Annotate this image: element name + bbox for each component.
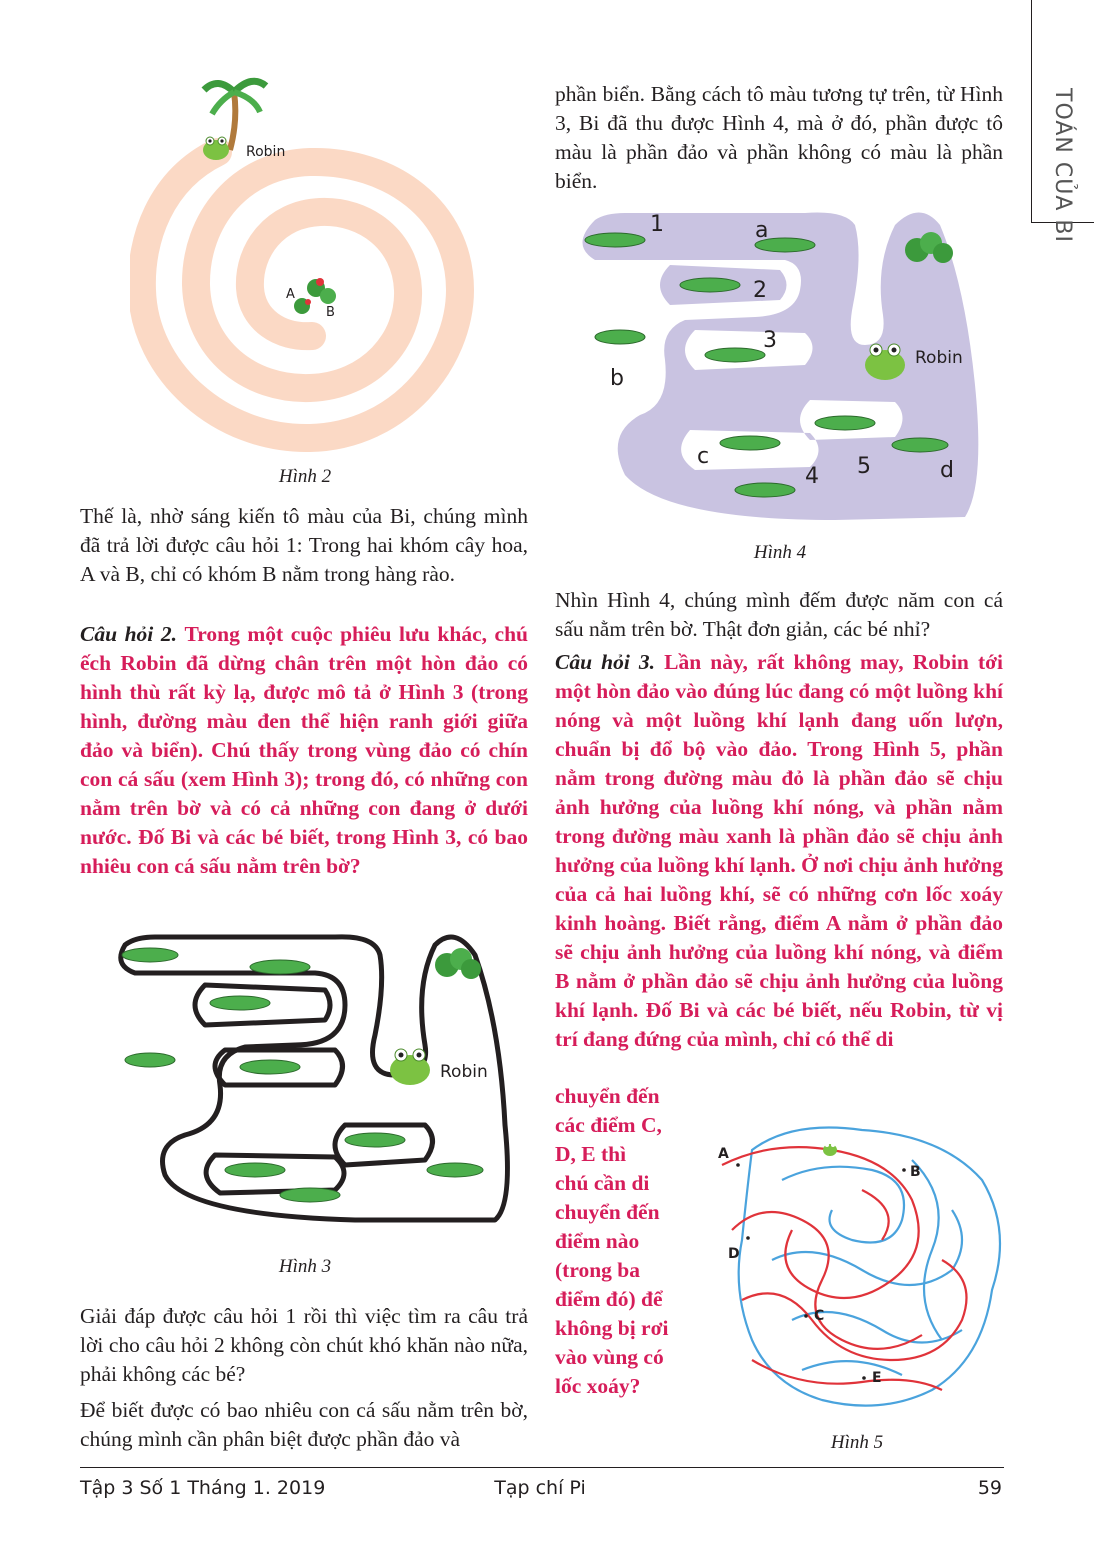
question-3-tail-line: không bị rơi: [555, 1316, 669, 1340]
figure-4-island: [565, 205, 985, 525]
label-4: 4: [805, 464, 819, 489]
question-2-text: Trong một cuộc phiêu lưu khác, chú ếch Robin đã dừng chân trên một hòn đảo có hình thù rất kỳ lạ, được mô tả ở Hình 3 (trong hình, đường màu đen thể hiện ranh giới giữa đảo và biển). Chú thấy trong vùng đảo có chín con cá sấu (xem Hình 3); trong đó, có những con nằm trên bờ và có cả những con đang ở dưới nước. Đố Bi và các bé biết, trong Hình 3, có bao nhiêu con cá sấu nằm trên bờ?: [80, 622, 528, 878]
spiral-fence: [142, 152, 460, 438]
side-tab: [1031, 0, 1094, 243]
robin-label: Robin: [915, 348, 963, 368]
label-1: 1: [650, 212, 664, 237]
left-paragraph-3: Để biết được có bao nhiêu con cá sấu nằm trên bờ, chúng mình cần phân biệt được phần đảo và: [80, 1398, 528, 1451]
robin-label: Robin: [246, 144, 286, 160]
question-3-label: Câu hỏi 3.: [555, 650, 656, 674]
label-b: b: [610, 366, 624, 391]
point-b-label: B: [910, 1164, 921, 1180]
side-tab-text: TOÁN CỦA BI: [1050, 88, 1075, 243]
point-markers: [736, 1163, 906, 1380]
figure-5-caption: Hình 5: [830, 1432, 884, 1453]
question-2-label: Câu hỏi 2.: [80, 622, 177, 646]
question-3-tail-line: các điểm C,: [555, 1113, 662, 1137]
question-2: [80, 620, 528, 881]
frog-icon: [390, 1049, 430, 1085]
label-5: 5: [857, 454, 871, 479]
point-e-label: E: [872, 1370, 882, 1386]
question-3-tail-line: D, E thì: [555, 1142, 627, 1166]
question-3-tail-line: điểm đó) để: [555, 1287, 663, 1311]
question-3-tail-line: (trong ba: [555, 1258, 641, 1282]
figure-3-caption: Hình 3: [278, 1256, 332, 1277]
question-3-text: Lần này, rất không may, Robin tới một hòn đảo vào đúng lúc đang có một luồng khí nóng và một luồng khí lạnh đang uốn lượn, chuẩn bị đổ bộ vào đảo. Trong Hình 5, phần nằm trong đường màu đỏ là phần đảo sẽ chịu ảnh hưởng của luồng khí nóng, và phần nằm trong đường màu xanh là phần đảo sẽ chịu ảnh hưởng của luồng khí lạnh. Ở nơi chịu ảnh hưởng của cả hai luồng khí, sẽ có những cơn lốc xoáy kinh hoàng. Biết rằng, điểm A nằm ở phần đảo sẽ chịu ảnh hưởng của luồng khí nóng, và điểm B nằm ở phần đảo sẽ chịu ảnh hưởng của luồng khí lạnh. Đố Bi và các bé biết, nếu Robin, từ vị trí đang đứng của mình, chỉ có thể di: [555, 650, 1004, 1051]
question-3-tail-line: chuyển đến: [555, 1200, 660, 1224]
right-paragraph-1: phần biển. Bằng cách tô màu tương tự trên, từ Hình 3, Bi đã thu được Hình 4, mà ở đó, phần được tô màu là phần đảo và phần không có màu là phần biển.: [555, 82, 1003, 193]
cold-air-boundary: [739, 1128, 1000, 1406]
question-3-tail-line: điểm nào: [555, 1229, 640, 1253]
label-a: a: [755, 218, 769, 243]
label-d: d: [940, 458, 954, 483]
frog-icon: [203, 137, 229, 160]
left-paragraph-1: Thế là, nhờ sáng kiến tô màu của Bi, chúng mình đã trả lời được câu hỏi 1: Trong hai khóm cây hoa, A và B, chỉ có khóm B nằm trong hàng rào.: [80, 504, 528, 586]
point-d-label: D: [728, 1246, 740, 1262]
footer-journal: Tạp chí Pi: [494, 1477, 586, 1499]
label-2: 2: [753, 278, 767, 303]
figure-4-caption: Hình 4: [753, 542, 807, 563]
point-c-label: C: [814, 1308, 825, 1324]
robin-label: Robin: [440, 1062, 488, 1082]
point-b-label: B: [326, 305, 335, 320]
question-3: [555, 648, 1003, 1054]
figure-2-spiral: [130, 70, 490, 460]
frog-icon: [823, 1143, 837, 1156]
footer-issue: Tập 3 Số 1 Tháng 1. 2019: [80, 1477, 326, 1499]
right-paragraph-2: Nhìn Hình 4, chúng mình đếm được năm con cá sấu nằm trên bờ. Thật đơn giản, các bé nhỉ?: [555, 588, 1003, 641]
point-a-label: A: [286, 287, 295, 302]
figure-5-maze: [712, 1120, 1007, 1420]
point-a-label: A: [718, 1146, 729, 1162]
figure-2-caption: Hình 2: [278, 466, 332, 487]
figure-3-island: [95, 925, 515, 1235]
left-paragraph-2: Giải đáp được câu hỏi 1 rồi thì việc tìm ra câu trả lời cho câu hỏi 2 không còn chút khó khăn nào nữa, phải không các bé?: [80, 1304, 528, 1386]
question-3-tail-line: chú cần di: [555, 1171, 650, 1195]
question-3-tail-line: chuyển đến: [555, 1084, 660, 1108]
label-c: c: [697, 444, 710, 469]
question-3-tail-line: vào vùng có: [555, 1345, 664, 1369]
page-number: 59: [977, 1477, 1002, 1499]
footer-rule: [80, 1467, 1004, 1468]
question-3-tail-line: lốc xoáy?: [555, 1374, 641, 1398]
question-3-tail: [555, 1082, 690, 1401]
label-3: 3: [763, 328, 777, 353]
